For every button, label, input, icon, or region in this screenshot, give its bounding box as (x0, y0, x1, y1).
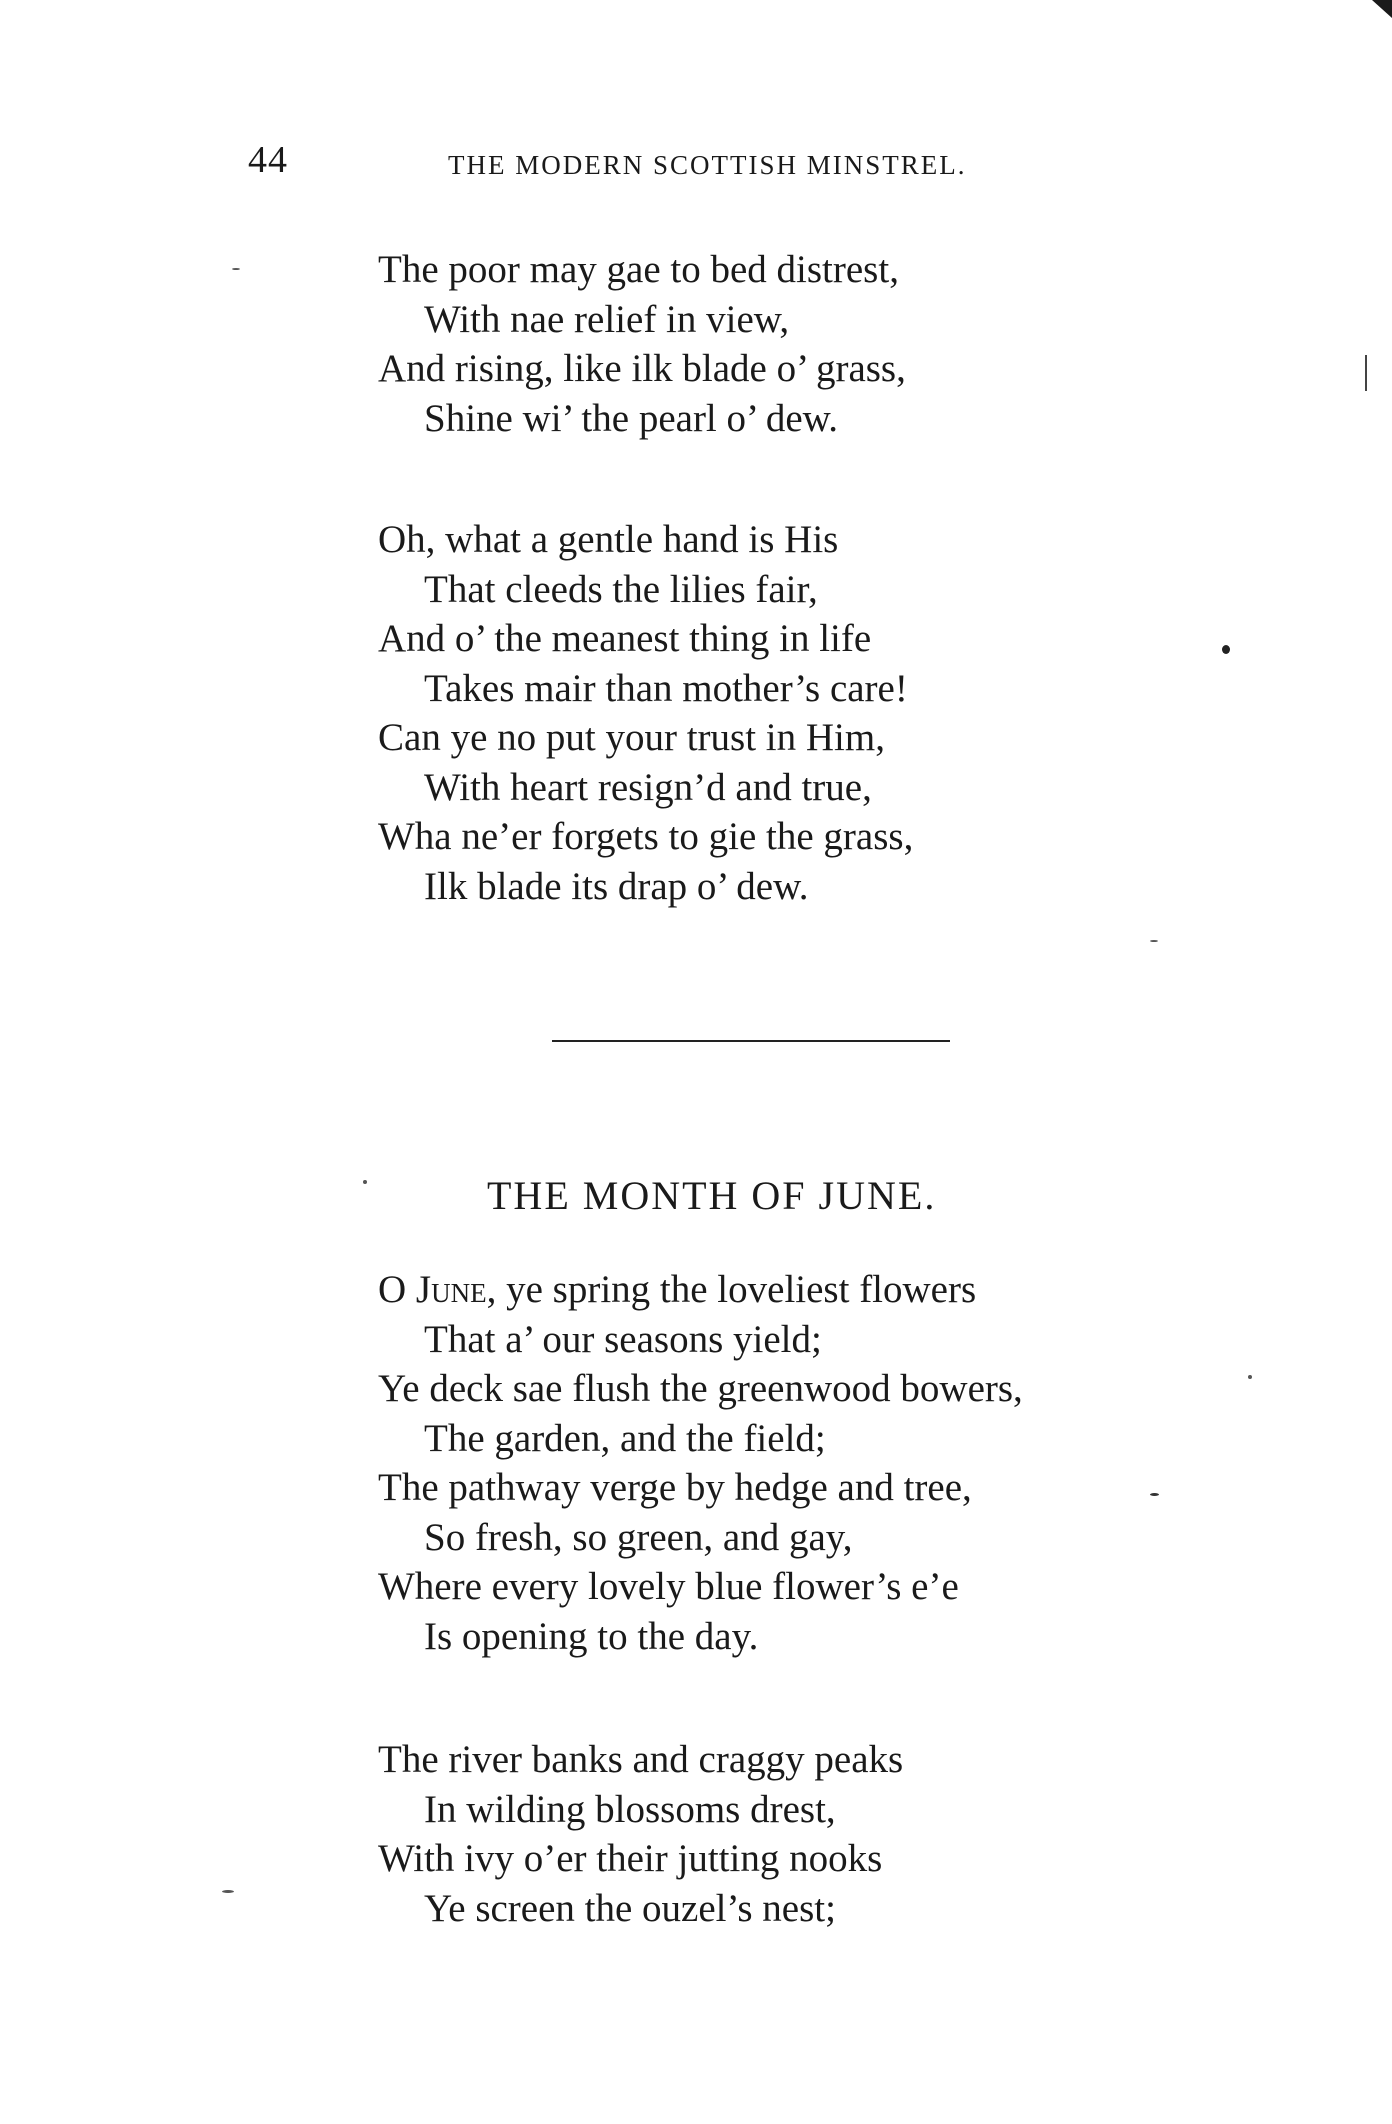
verse-line: And o’ the meanest thing in life (378, 617, 872, 660)
ink-speck (222, 1890, 234, 1893)
verse-line: Ye deck sae flush the greenwood bowers, (378, 1367, 1023, 1410)
first-line-rest: , ye spring the loveliest flowers (486, 1268, 977, 1311)
ink-speck (232, 268, 240, 270)
verse-line: With heart resign’d and true, (424, 765, 872, 809)
corner-mark (1372, 0, 1392, 18)
verse-line: That cleeds the lilies fair, (424, 567, 818, 611)
verse-line-first (378, 1265, 1023, 1315)
verse-line: And rising, like ilk blade o’ grass, (378, 347, 906, 390)
verse-line: Ilk blade its drap o’ dew. (424, 864, 809, 908)
first-line-start: O (378, 1268, 416, 1311)
verse-line: In wilding blossoms drest, (424, 1787, 836, 1831)
section-divider (552, 1040, 950, 1042)
verse-line: Where every lovely blue flower’s e’e (378, 1565, 959, 1608)
ink-speck (1248, 1375, 1252, 1379)
verse-line: Takes mair than mother’s care! (424, 666, 908, 710)
ink-speck (1150, 1493, 1159, 1496)
verse-line: The garden, and the field; (424, 1416, 826, 1460)
verse-line: With ivy o’er their jutting nooks (378, 1837, 883, 1880)
ink-speck (1150, 940, 1158, 942)
verse-line: The pathway verge by hedge and tree, (378, 1466, 972, 1509)
stanza (378, 515, 913, 911)
verse-line: Shine wi’ the pearl o’ dew. (424, 396, 839, 440)
ink-speck (1222, 645, 1230, 654)
stanza (378, 1265, 1023, 1661)
running-title: THE MODERN SCOTTISH MINSTREL. (448, 150, 967, 180)
stanza (378, 245, 906, 443)
verse-line: The river banks and craggy peaks (378, 1738, 904, 1781)
verse-line: That a’ our seasons yield; (424, 1317, 822, 1361)
page-number: 44 (248, 139, 288, 181)
verse-line: The poor may gae to bed distrest, (378, 248, 899, 291)
verse-line: Oh, what a gentle hand is His (378, 518, 839, 561)
stanza (378, 1735, 903, 1933)
verse-line: Ye screen the ouzel’s nest; (424, 1886, 836, 1930)
verse-line: Is opening to the day. (424, 1614, 759, 1658)
ink-speck (1365, 355, 1367, 391)
verse-line: So fresh, so green, and gay, (424, 1515, 853, 1559)
verse-line: Can ye no put your trust in Him, (378, 716, 885, 759)
first-line-month: June (415, 1268, 487, 1311)
verse-line: With nae relief in view, (424, 297, 790, 341)
verse-line: Wha ne’er forgets to gie the grass, (378, 815, 914, 858)
ink-speck (363, 1180, 367, 1184)
poem-title: THE MONTH OF JUNE. (487, 1173, 937, 1218)
